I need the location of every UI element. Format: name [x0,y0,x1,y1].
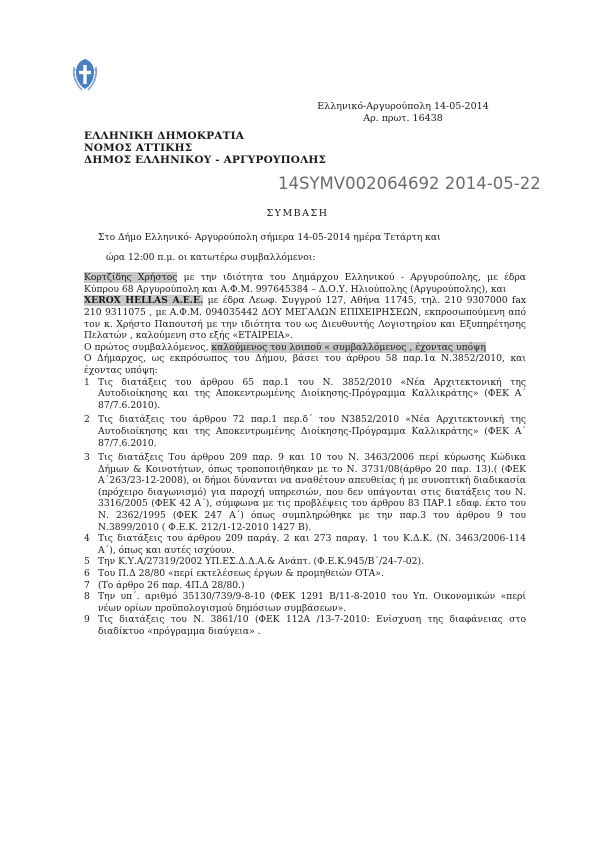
authority-line-1: ΕΛΛΗΝΙΚΗ ΔΗΜΟΚΡΑΤΙΑ [84,130,245,142]
first-party-highlight: καλούμενος του λοιπού « συμβαλλόμενος , έχοντας υπόψη [211,341,486,353]
list-item [84,556,526,568]
list-item-number: 6 [84,568,90,580]
list-item [84,414,526,449]
list-item-text: Τις διατάξεις του άρθρου 209 παράγ. 2 και 273 παραγ. 1 του Κ.Δ.Κ. (Ν. 3463/2006-114 Α΄), όπως και αυτές ισχύουν. [98,533,526,556]
first-party-paragraph [84,342,526,354]
list-item-text: Του Π.Δ 28/80 «περί εκτελέσεως έργων & προμηθειών ΟΤΑ». [98,568,384,580]
list-item [84,452,526,533]
list-item-number: 3 [84,452,90,464]
party-1-paragraph [84,272,526,295]
list-item [84,377,526,412]
authority-line-3: ΔΗΜΟΣ ΕΛΛΗΝΙΚΟΥ - ΑΡΓΥΡΟΥΠΟΛΗΣ [84,154,327,166]
list-item-text: (Το άρθρο 26 παρ. 4Π.Δ 28/80.) [98,579,245,591]
issuing-authority [84,130,326,166]
considerations-list [84,377,526,638]
document-title: ΣΥΜΒΑΣΗ [266,208,329,219]
list-item [84,591,526,614]
party-2-paragraph [84,295,526,341]
intro-line-2: ώρα 12:00 π.μ. οι κατωτέρω συμβαλλόμενοι: [106,251,316,263]
mayor-paragraph: Ο Δήμαρχος, ως εκπρόσωπος του Δήμου, βάσει του άρθρου 58 παρ.1α Ν.3852/2010, και έχοντας υπόψη: [84,353,526,376]
list-item-number: 7 [84,579,90,591]
party-2-name: XEROX HELLAS Α.Ε.Ε. [84,295,204,307]
document-body [84,232,526,638]
greek-coat-of-arms-icon [70,57,100,93]
list-item-number: 1 [84,376,90,388]
ada-code: 14SYMV002064692 2014-05-22 [278,174,541,193]
party-1-name: Κορτζίδης Χρήστος [84,272,178,284]
list-item [84,580,526,592]
list-item-number: 4 [84,533,90,545]
authority-line-2: ΝΟΜΟΣ ΑΤΤΙΚΗΣ [84,142,193,154]
list-item-number: 9 [84,614,90,626]
date-protocol-block [288,101,518,125]
list-item-text: Τις διατάξεις Του άρθρου 209 παρ. 9 και 10 του Ν. 3463/2006 περί κύρωσης Κώδικα Δήμων & Κοινοτήτων, όπως τροποποιήθηκαν με το Ν. 3731/08(άρθρο 20 παρ. 13).( (ΦΕΚ Α΄263/23-12-2008), οι δήμοι δύνανται να αναθέτουν απευθείας ή με συνοπτική διαδικασία (πρόχειρο διαγωνισμό) για παροχή υπηρεσιών, που δεν υπάγονται στις διατάξεις του Ν. 3316/2005 (ΦΕΚ 42 Α΄), σύμφωνα με τις προβλέψεις του άρθρου 83 ΠΑΡ.1 εδαφ. έκτο του Ν. 2362/1995 (ΦΕΚ 247 Α΄) όπως συμπληρώθηκε με την παρ.3 του άρθρου 9 του Ν.3899/2010 ( Φ.Ε.Κ. 212/1-12-2010 1427 Β). [98,452,526,533]
list-item [84,614,526,637]
list-item-number: 8 [84,591,90,603]
list-item-number: 5 [84,556,90,568]
party-2-details: με έδρα Λεωφ. Συγγρού 127, Αθήνα 11745, τηλ. 210 9307000 fax 210 9311075 , με Α.Φ.Μ. 094035442 ΔΟΥ ΜΕΓΑΛΩΝ ΕΠΙΧΕΙΡΗΣΕΩΝ, εκπροσωπούμενη από τον κ. Χρήστο Παπουτσή με την ιδιότητα του ως Διευθυντής Λογιστηρίου και Εξυπηρέτησης Πελατών , καλούμενη στο εξής «ΕΤΑΙΡΕΙΑ». [84,295,526,342]
party-1-details: με την ιδιότητα του Δημάρχου Ελληνικού - Αργυρούπολης, με έδρα Κύπρου 68 Αργυρούπολη και Α.Φ.Μ. 997645384 – Δ.Ο.Υ. Ηλιούπολης (Αργυρούπολης), και [84,272,527,295]
protocol-number: Αρ. πρωτ. 16438 [363,113,443,124]
list-item-text: Τις διατάξεις του άρθρου 65 παρ.1 του Ν. 3852/2010 «Νέα Αρχιτεκτονική της Αυτοδιοίκησης και της Αποκεντρωμένης Διοίκησης-Πρόγραμμα Καλλικράτης» (ΦΕΚ Α΄ 87/7.6.2010). [98,376,526,411]
list-item [84,533,526,556]
list-item-text: Τις διατάξεις του άρθρου 72 παρ.1 περ.δ΄ του Ν3852/2010 «Νέα Αρχιτεκτονική της Αυτοδιοίκησης και της Αποκεντρωμένης Διοίκησης-Πρόγραμμα Καλλικράτης» (ΦΕΚ Α΄ 87/7.6.2010. [98,414,526,449]
list-item-number: 2 [84,414,90,426]
list-item [84,568,526,580]
list-item-text: Τις διατάξεις του Ν. 3861/10 (ΦΕΚ 112Α /13-7-2010: Ενίσχυση της διαφάνειας στο διαδίκτυο «πρόγραμμα διαύγεια» . [98,614,526,637]
list-item-text: Την Κ.Υ.Α/27319/2002 ΥΠ.ΕΣ.Δ.Δ.Α.& Ανάπτ. (Φ.Ε.Κ.945/Β΄/24-7-02). [98,556,424,568]
list-item-text: Την υπ΄. αριθμό 35130/739/9-8-10 (ΦΕΚ 1291 Β/11-8-2010 του Υπ. Οικονομικών «περί νέων ορίων προϋπολογισμού δημόσιων συμβάσεων». [98,591,526,614]
place-date: Ελληνικό-Αργυρούπολη 14-05-2014 [317,101,489,112]
first-party-prefix: Ο πρώτος συμβαλλόμενος, [84,341,212,353]
intro-line-1: Στο Δήμο Ελληνικό- Αργυρούπολη σήμερα 14-05-2014 ημέρα Τετάρτη και [98,232,441,243]
